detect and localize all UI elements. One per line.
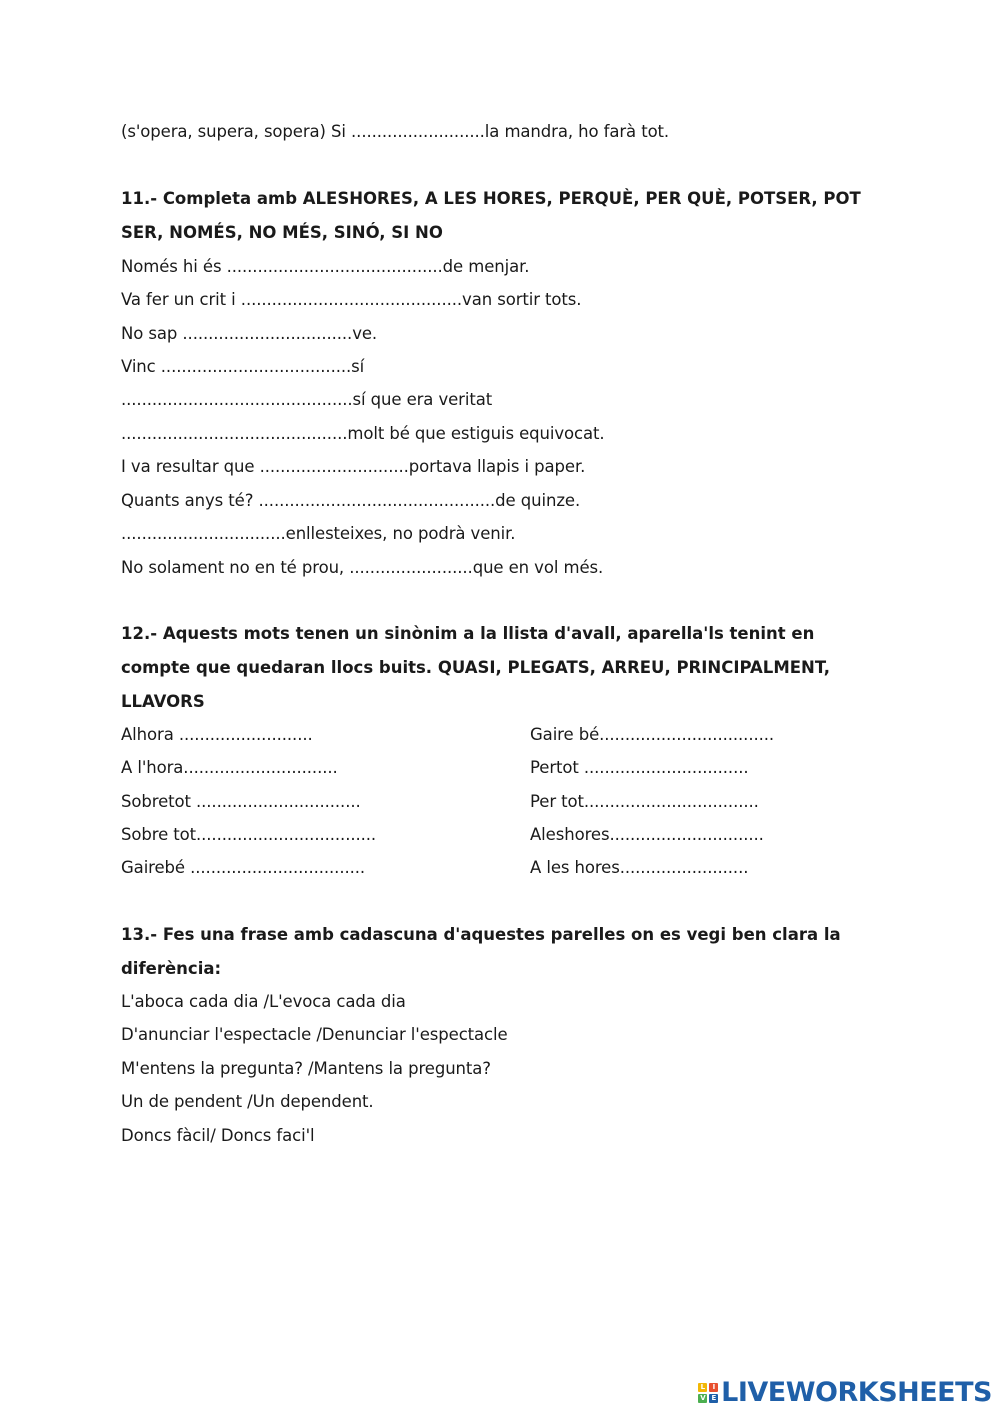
section-11-line: No sap .................................ve. <box>121 324 378 343</box>
section-11-line: Vinc .....................................sí <box>121 357 365 376</box>
word-pair-line: Un de pendent /Un dependent. <box>121 1092 374 1111</box>
logo-letter: E <box>709 1394 718 1403</box>
synonym-right-item: Per tot.................................. <box>530 792 759 811</box>
synonym-left-item: Gairebé .................................. <box>121 858 366 877</box>
synonym-right-item: A les hores......................... <box>530 858 749 877</box>
logo-letter: I <box>709 1383 718 1392</box>
synonym-right-item: Pertot ................................ <box>530 758 749 777</box>
word-pair-line: L'aboca cada dia /L'evoca cada dia <box>121 992 406 1011</box>
logo-text: LIVEWORKSHEETS <box>721 1377 992 1408</box>
synonym-left-item: A l'hora.............................. <box>121 758 338 777</box>
section-11-heading: 11.- Completa amb ALESHORES, A LES HORES, PERQUÈ, PER QUÈ, POTSER, POT SER, NOMÉS, NO MÉS, SINÓ, SI NO <box>121 189 861 242</box>
section-11-line: Va fer un crit i ...........................................van sortir tots. <box>121 290 582 309</box>
synonym-left-item: Sobretot ................................ <box>121 792 361 811</box>
word-pair-line: Doncs fàcil/ Doncs faci'l <box>121 1126 315 1145</box>
synonym-left-item: Sobre tot................................... <box>121 825 377 844</box>
word-pair-line: D'anunciar l'espectacle /Denunciar l'espectacle <box>121 1025 508 1044</box>
synonym-left-item: Alhora .......................... <box>121 725 313 744</box>
synonym-right-item: Gaire bé.................................. <box>530 725 775 744</box>
section-11-line: .............................................sí que era veritat <box>121 390 493 409</box>
logo-mark-icon <box>698 1383 718 1403</box>
intro-line: (s'opera, supera, sopera) Si ..........................la mandra, ho farà tot. <box>121 122 670 141</box>
synonym-right-item: Aleshores.............................. <box>530 825 764 844</box>
liveworksheets-logo[interactable] <box>698 1377 992 1408</box>
logo-letter: L <box>698 1383 707 1392</box>
section-11-line: Només hi és ..........................................de menjar. <box>121 257 530 276</box>
logo-letter: V <box>698 1394 707 1403</box>
section-11-line: ................................enllesteixes, no podrà venir. <box>121 524 516 543</box>
section-11-line: I va resultar que .............................portava llapis i paper. <box>121 457 586 476</box>
section-13-heading: 13.- Fes una frase amb cadascuna d'aquestes parelles on es vegi ben clara la diferència: <box>121 925 841 978</box>
section-11-line: No solament no en té prou, ........................que en vol més. <box>121 558 604 577</box>
section-11-line: ............................................molt bé que estiguis equivocat. <box>121 424 605 443</box>
section-11-line: Quants anys té? ..............................................de quinze. <box>121 491 581 510</box>
section-12-heading: 12.- Aquests mots tenen un sinònim a la llista d'avall, aparella'ls tenint en compte que quedaran llocs buits. QUASI, PLEGATS, ARREU, PRINCIPALMENT, LLAVORS <box>121 624 830 711</box>
word-pair-line: M'entens la pregunta? /Mantens la pregunta? <box>121 1059 491 1078</box>
